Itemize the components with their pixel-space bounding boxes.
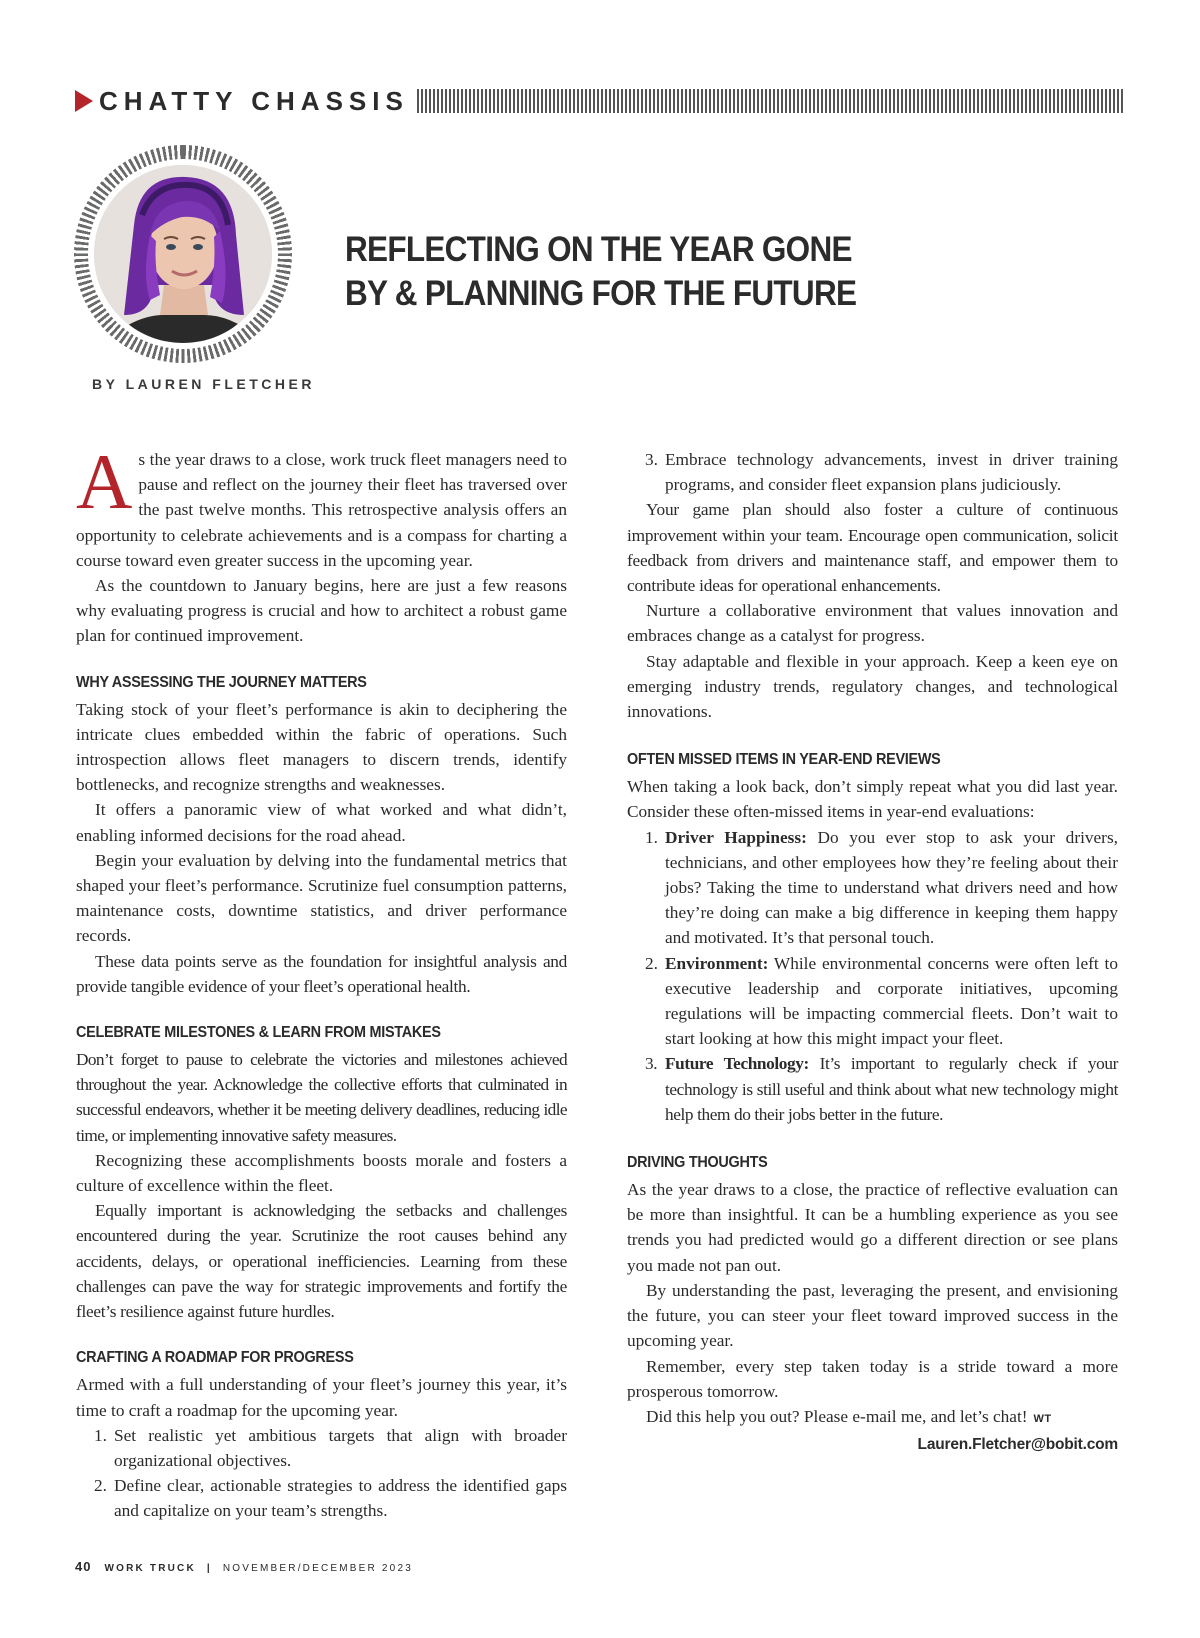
paragraph: Nurture a collaborative environment that values innovation and embraces change as a catalyst for progress. xyxy=(627,601,1118,646)
list-item: 1. Set realistic yet ambitious targets that align with broader organizational objectives. xyxy=(94,1425,567,1470)
magazine-name: WORK TRUCK xyxy=(104,1563,196,1574)
right-column xyxy=(627,447,1118,1457)
page-number: 40 xyxy=(75,1559,92,1574)
section-heading-celebrate: CELEBRATE MILESTONES & LEARN FROM MISTAKES xyxy=(76,1024,441,1042)
list-item: 3. Future Technology: It’s important to regularly check if your technology is still useful and think about what new technology might help them do their jobs better in the future. xyxy=(645,1054,1118,1124)
paragraph: Remember, every step taken today is a stride toward a more prosperous tomorrow. xyxy=(627,1356,1118,1401)
paragraph: By understanding the past, leveraging the present, and envisioning the future, you can steer your fleet toward improved success in the upcoming year. xyxy=(627,1280,1118,1351)
paragraph: It offers a panoramic view of what worked and what didn’t, enabling informed decisions for the road ahead. xyxy=(76,800,567,845)
page-footer xyxy=(75,1559,413,1574)
paragraph: When taking a look back, don’t simply repeat what you did last year. Consider these often-missed items in year-end evaluations: xyxy=(627,777,1118,822)
intro-paragraph-2: As the countdown to January begins, here are just a few reasons why evaluating progress is crucial and how to architect a robust game plan for continued improvement. xyxy=(76,576,567,646)
paragraph: Stay adaptable and flexible in your approach. Keep a keen eye on emerging industry trends, regulatory changes, and technological innovations. xyxy=(627,651,1118,722)
play-arrow-icon xyxy=(75,90,93,112)
paragraph: Armed with a full understanding of your fleet’s journey this year, it’s time to craft a roadmap for the upcoming year. xyxy=(76,1375,567,1420)
footer-separator: | xyxy=(206,1563,212,1574)
intro-paragraph-1: As the year draws to a close, work truck fleet managers need to pause and reflect on the journey their fleet has traversed over the past twelve months. This retrospective analysis offers an opportunity to celebrate achievements and is a compass for charting a course toward even greater success in the upcoming year. xyxy=(76,438,567,570)
headline-line-1: REFLECTING ON THE YEAR GONE xyxy=(345,230,852,269)
roadmap-list xyxy=(76,1423,567,1524)
drop-cap: A xyxy=(76,438,133,525)
list-item: 3. Embrace technology advancements, invest in driver training programs, and consider fleet expansion plans judiciously. xyxy=(645,450,1118,495)
paragraph: Taking stock of your fleet’s performance is akin to deciphering the intricate clues embedded within the fabric of operations. Such introspection allows fleet managers to discern trends, identify bottlenecks, and recognize strengths and weaknesses. xyxy=(76,699,567,795)
paragraph: Recognizing these accomplishments boosts morale and fosters a culture of excellence within the fleet. xyxy=(76,1150,567,1196)
section-heading-missed-items: OFTEN MISSED ITEMS IN YEAR-END REVIEWS xyxy=(627,751,941,769)
closing-paragraph: Did this help you out? Please e-mail me, and let’s chat! WT xyxy=(646,1406,1052,1426)
paragraph: These data points serve as the foundation for insightful analysis and provide tangible evidence of your fleet’s operational health. xyxy=(76,951,567,996)
paragraph: Equally important is acknowledging the setbacks and challenges encountered during the year. Scrutinize the root causes behind any accidents, delays, or operational inefficiencies. Learning from these challenges can pave the way for strategic improvements and fortify the fleet’s resilience against future hurdles. xyxy=(76,1201,567,1322)
author-portrait-frame xyxy=(74,145,292,363)
list-item: 2. Define clear, actionable strategies to address the identified gaps and capitalize on your team’s strengths. xyxy=(94,1476,567,1521)
left-column xyxy=(76,438,567,1524)
missed-items-list xyxy=(627,825,1118,1127)
author-photo xyxy=(94,165,272,343)
author-photo-illustration xyxy=(94,165,272,343)
section-heading-assessing: WHY ASSESSING THE JOURNEY MATTERS xyxy=(76,673,367,691)
issue-date: NOVEMBER/DECEMBER 2023 xyxy=(222,1563,413,1574)
article-headline xyxy=(345,228,975,316)
list-item: 1. Driver Happiness: Do you ever stop to ask your drivers, technicians, and other employees how they’re feeling about their jobs? Taking the time to understand what drivers need and how they’re doing can make a big difference in keeping them happy and motivated. It’s that personal touch. xyxy=(645,827,1118,948)
paragraph: Your game plan should also foster a culture of continuous improvement within your team. Encourage open communication, solicit feedback from drivers and maintenance staff, and empower them to contribute ideas for operational enhancements. xyxy=(627,500,1118,596)
section-title: CHATTY CHASSIS xyxy=(99,85,409,116)
header-rule xyxy=(417,89,1123,113)
headline-line-2: BY & PLANNING FOR THE FUTURE xyxy=(345,274,857,313)
end-mark: WT xyxy=(1033,1412,1052,1425)
section-header xyxy=(75,86,1123,116)
paragraph: Begin your evaluation by delving into the fundamental metrics that shaped your fleet’s performance. Scrutinize fuel consumption patterns, maintenance costs, downtime statistics, and driver performance records. xyxy=(76,850,567,946)
byline: BY LAUREN FLETCHER xyxy=(92,376,315,392)
author-email-link[interactable]: Lauren.Fletcher@bobit.com xyxy=(917,1436,1118,1454)
paragraph: Don’t forget to pause to celebrate the victories and milestones achieved throughout the year. Acknowledge the collective efforts that culminated in successful endeavors, whether it be meeting delivery deadlines, reducing idle time, or implementing innovative safety measures. xyxy=(76,1050,567,1145)
list-item: 2. Environment: While environmental concerns were often left to executive leadership and corporate initiatives, upcoming regulations will be impacting commercial fleets. Don’t wait to start looking at how this might impact your fleet. xyxy=(645,953,1118,1049)
roadmap-list-continued xyxy=(627,447,1118,497)
section-heading-driving-thoughts: DRIVING THOUGHTS xyxy=(627,1154,768,1172)
section-heading-roadmap: CRAFTING A ROADMAP FOR PROGRESS xyxy=(76,1349,354,1367)
paragraph: As the year draws to a close, the practice of reflective evaluation can be more than insightful. It can be a humbling experience as you see trends you had predicted would go a different direction or see plans you made not pan out. xyxy=(627,1180,1118,1275)
